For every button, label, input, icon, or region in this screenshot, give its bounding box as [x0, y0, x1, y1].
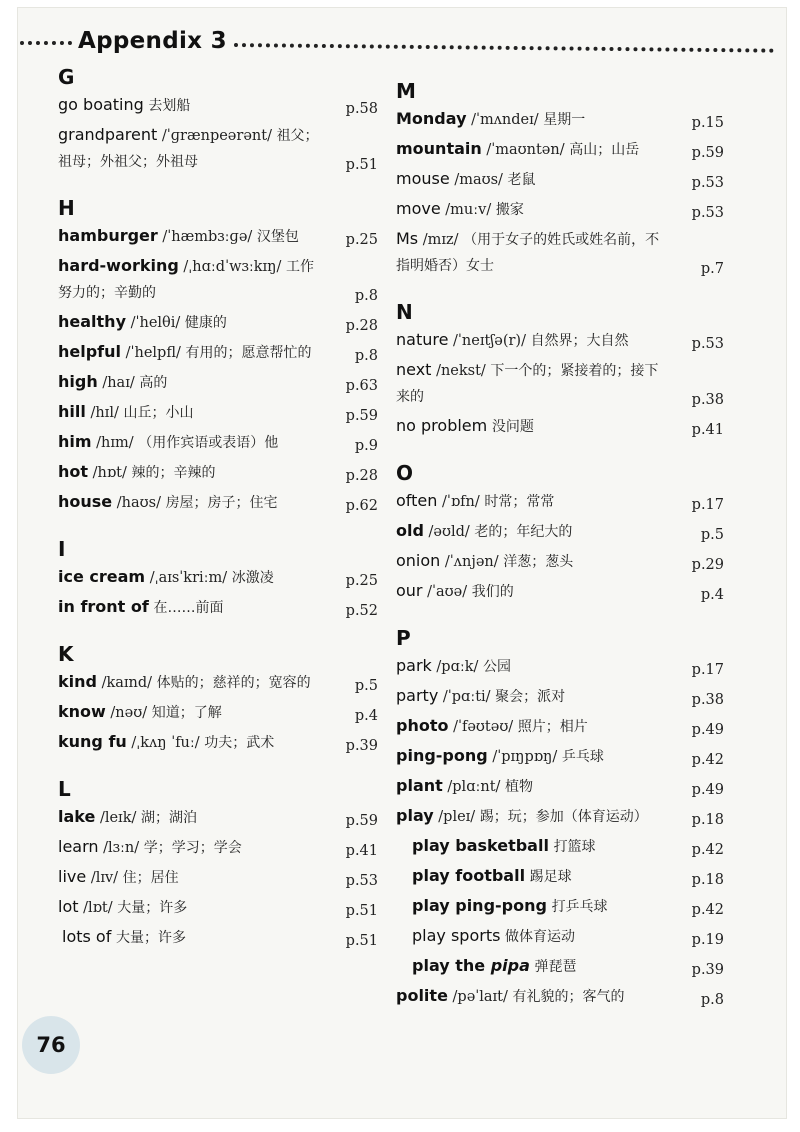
- entry-phonetic: /ˈneɪtʃə(r)/: [453, 333, 526, 349]
- glossary-entry: [396, 713, 726, 740]
- entry-word: onion: [396, 551, 441, 570]
- glossary-entry: [396, 953, 726, 980]
- entry-word: kung fu: [58, 732, 127, 751]
- entry-meaning: 乒乓球: [561, 749, 604, 765]
- entry-word: lots of: [62, 927, 112, 946]
- entry-phonetic: /haʊs/: [116, 495, 161, 511]
- entry-phonetic: /ˈhelpfl/: [125, 345, 181, 361]
- entry-meaning: 功夫；武术: [204, 735, 275, 751]
- entry-phonetic: /ˈʌnjən/: [444, 554, 499, 570]
- entry-word: ice cream: [58, 567, 146, 586]
- entry-page-ref: p.51: [345, 157, 378, 173]
- entry-text: [58, 429, 378, 456]
- entry-page-ref: p.39: [691, 962, 724, 978]
- appendix-header: [20, 28, 780, 58]
- entry-text: [396, 196, 726, 223]
- glossary-entry: [396, 578, 726, 605]
- entry-page-ref: p.8: [354, 348, 378, 364]
- entry-page-ref: p.7: [700, 261, 724, 277]
- letter-section: [396, 78, 726, 279]
- entry-phonetic: /ˌkʌŋ ˈfuː/: [131, 735, 200, 751]
- entry-text: [58, 223, 378, 250]
- entry-meaning: 工作努力的；辛勤的: [58, 259, 314, 301]
- entry-text: [396, 743, 726, 770]
- entry-meaning: 住；居住: [122, 870, 179, 886]
- entry-page-ref: p.53: [691, 175, 724, 191]
- entry-page-ref: p.42: [691, 752, 724, 768]
- entry-text: [396, 327, 726, 354]
- glossary-entry: [396, 518, 726, 545]
- entry-meaning: 照片；相片: [517, 719, 588, 735]
- entry-meaning: 自然界；大自然: [530, 333, 629, 349]
- entry-meaning: 我们的: [471, 584, 514, 600]
- entry-text: [58, 253, 378, 306]
- entry-phonetic: /ˈpɑːti/: [442, 689, 491, 705]
- glossary-entry: [396, 743, 726, 770]
- entry-phonetic: /haɪ/: [102, 375, 135, 391]
- letter-section: [58, 641, 378, 756]
- entry-word: lake: [58, 807, 96, 826]
- entry-meaning: 踢；玩；参加（体育运动）: [479, 809, 648, 825]
- glossary-entry: [58, 369, 378, 396]
- entry-phonetic: /ˈhæmbɜːɡə/: [162, 229, 253, 245]
- entry-meaning: 大量；许多: [117, 900, 188, 916]
- glossary-entry: [58, 669, 378, 696]
- section-letter: N: [396, 300, 413, 324]
- entry-word: party: [396, 686, 439, 705]
- entry-page-ref: p.42: [691, 902, 724, 918]
- section-letter: L: [58, 777, 71, 801]
- entry-word: photo: [396, 716, 449, 735]
- entry-word: Ms: [396, 229, 419, 248]
- entry-text: [396, 166, 726, 193]
- entry-phonetic: /muːv/: [445, 202, 492, 218]
- entry-word: our: [396, 581, 423, 600]
- entry-meaning: 祖父；祖母；外祖父；外祖母: [58, 128, 319, 170]
- entry-page-ref: p.53: [345, 873, 378, 889]
- entry-text: [396, 226, 726, 279]
- glossary-entry: [396, 923, 726, 950]
- entry-meaning: 体贴的；慈祥的；宽容的: [156, 675, 311, 691]
- glossary-entry: [396, 773, 726, 800]
- entry-phonetic: /ˈmʌndeɪ/: [471, 112, 539, 128]
- glossary-entry: [58, 122, 378, 175]
- page-number: 76: [22, 1016, 80, 1074]
- entry-text: [396, 548, 726, 575]
- entry-text: [58, 339, 378, 366]
- entry-text: [58, 864, 378, 891]
- entry-text: [58, 594, 378, 621]
- entry-word: lot: [58, 897, 79, 916]
- glossary-entry: [58, 253, 378, 306]
- entry-page-ref: p.52: [345, 603, 378, 619]
- glossary-entry: [396, 863, 726, 890]
- entry-page-ref: p.8: [700, 992, 724, 1008]
- entry-text: [396, 683, 726, 710]
- entry-page-ref: p.4: [700, 587, 724, 603]
- entry-page-ref: p.38: [691, 692, 724, 708]
- entry-page-ref: p.51: [345, 903, 378, 919]
- glossary-entry: [58, 339, 378, 366]
- entry-phonetic: /əʊld/: [428, 524, 470, 540]
- entry-word: Monday: [396, 109, 467, 128]
- glossary-entry: [58, 594, 378, 621]
- entry-meaning: （用作宾语或表语）他: [138, 435, 279, 451]
- entry-text: [58, 92, 378, 119]
- entry-meaning: 弹琵琶: [534, 959, 577, 975]
- entry-page-ref: p.5: [354, 678, 378, 694]
- entry-text: [58, 309, 378, 336]
- entry-phonetic: /nekst/: [436, 363, 486, 379]
- entry-text: [396, 106, 726, 133]
- entry-page-ref: p.15: [691, 115, 724, 131]
- glossary-entry: [396, 226, 726, 279]
- entry-meaning: 辣的；辛辣的: [131, 465, 216, 481]
- entry-phonetic: /lɪv/: [90, 870, 119, 886]
- entry-word: healthy: [58, 312, 126, 331]
- glossary-entry: [58, 564, 378, 591]
- entry-page-ref: p.19: [691, 932, 724, 948]
- entry-word: kind: [58, 672, 97, 691]
- entry-text: [58, 669, 378, 696]
- glossary-entry: [58, 92, 378, 119]
- entry-word: hard-working: [58, 256, 179, 275]
- entry-word: next: [396, 360, 432, 379]
- entry-page-ref: p.41: [691, 422, 724, 438]
- entry-text: [58, 699, 378, 726]
- entry-meaning: 高山；山岳: [569, 142, 640, 158]
- glossary-entry: [396, 357, 726, 410]
- entry-page-ref: p.59: [345, 408, 378, 424]
- entry-page-ref: p.8: [354, 288, 378, 304]
- entry-word: mouse: [396, 169, 450, 188]
- entry-page-ref: p.9: [354, 438, 378, 454]
- entry-meaning: 在……前面: [153, 600, 224, 616]
- entry-meaning: 植物: [505, 779, 534, 795]
- entry-word: old: [396, 521, 424, 540]
- section-letter: M: [396, 79, 416, 103]
- entry-phonetic: /ˈɒfn/: [442, 494, 480, 510]
- entry-phonetic: /plɑːnt/: [447, 779, 501, 795]
- entry-page-ref: p.18: [691, 872, 724, 888]
- entry-phonetic: /ˌhɑːdˈwɜːkɪŋ/: [183, 259, 282, 275]
- entry-phonetic: /hɪl/: [90, 405, 119, 421]
- entry-text: [58, 804, 378, 831]
- entry-meaning: 没问题: [491, 419, 534, 435]
- entry-phonetic: /ˈhelθi/: [130, 315, 181, 331]
- entry-page-ref: p.17: [691, 662, 724, 678]
- entry-word: live: [58, 867, 87, 886]
- entry-meaning: 打篮球: [553, 839, 596, 855]
- glossary-entry: [396, 803, 726, 830]
- glossary-entry: [396, 327, 726, 354]
- entry-page-ref: p.41: [345, 843, 378, 859]
- entry-text: [396, 488, 726, 515]
- glossary-entry: [58, 729, 378, 756]
- header-dotted-rule-left: [20, 41, 72, 45]
- section-letter: O: [396, 461, 414, 485]
- section-letter: P: [396, 626, 411, 650]
- entry-word: high: [58, 372, 98, 391]
- entry-text: [396, 773, 726, 800]
- letter-section: [396, 625, 726, 1010]
- entry-text: [396, 357, 726, 410]
- entry-meaning: 老的；年纪大的: [474, 524, 573, 540]
- entry-phonetic: /leɪk/: [99, 810, 137, 826]
- entry-word: play the pipa: [412, 956, 530, 975]
- letter-section: [396, 299, 726, 440]
- entry-meaning: （用于女子的姓氏或姓名前，不指明婚否）女士: [396, 232, 660, 274]
- left-column: [58, 64, 378, 971]
- entry-text: [396, 713, 726, 740]
- entry-word: house: [58, 492, 113, 511]
- entry-meaning: 时常；常常: [484, 494, 555, 510]
- letter-section: [58, 536, 378, 621]
- entry-word: play: [396, 806, 434, 825]
- entry-page-ref: p.51: [345, 933, 378, 949]
- entry-phonetic: /maʊs/: [454, 172, 503, 188]
- letter-section: [396, 460, 726, 605]
- glossary-entry: [396, 983, 726, 1010]
- entry-word: learn: [58, 837, 99, 856]
- glossary-entry: [396, 683, 726, 710]
- glossary-entry: [396, 488, 726, 515]
- entry-phonetic: /pəˈlaɪt/: [452, 989, 508, 1005]
- entry-meaning: 洋葱；葱头: [503, 554, 574, 570]
- section-letter: H: [58, 196, 75, 220]
- entry-text: [396, 518, 726, 545]
- entry-meaning: 做体育运动: [505, 929, 576, 945]
- glossary-entry: [396, 833, 726, 860]
- entry-text: [396, 578, 726, 605]
- entry-page-ref: p.17: [691, 497, 724, 513]
- entry-text: [396, 653, 726, 680]
- entry-page-ref: p.58: [345, 101, 378, 117]
- entry-text: [58, 729, 378, 756]
- entry-word: park: [396, 656, 432, 675]
- entry-meaning: 老鼠: [507, 172, 536, 188]
- entry-word: hot: [58, 462, 89, 481]
- entry-text: [58, 122, 378, 175]
- glossary-entry: [396, 166, 726, 193]
- header-dotted-rule-right: [234, 43, 774, 53]
- entry-page-ref: p.5: [700, 527, 724, 543]
- entry-text: [58, 489, 378, 516]
- entry-phonetic: /lɒt/: [83, 900, 113, 916]
- entry-meaning: 公园: [483, 659, 512, 675]
- entry-word: no problem: [396, 416, 488, 435]
- entry-page-ref: p.39: [345, 738, 378, 754]
- entry-word: play football: [412, 866, 526, 885]
- entry-page-ref: p.63: [345, 378, 378, 394]
- entry-page-ref: p.62: [345, 498, 378, 514]
- entry-text: [396, 953, 726, 980]
- entry-word: hamburger: [58, 226, 158, 245]
- entry-page-ref: p.25: [345, 573, 378, 589]
- section-letter: K: [58, 642, 74, 666]
- entry-meaning: 聚会；派对: [495, 689, 566, 705]
- right-column: [396, 78, 726, 1030]
- glossary-entry: [58, 804, 378, 831]
- entry-text: [396, 413, 726, 440]
- entry-word: know: [58, 702, 106, 721]
- entry-meaning: 山丘；小山: [123, 405, 194, 421]
- glossary-entry: [396, 106, 726, 133]
- glossary-entry: [58, 924, 378, 951]
- entry-meaning: 学；学习；学会: [143, 840, 242, 856]
- entry-text: [58, 369, 378, 396]
- entry-word: play basketball: [412, 836, 549, 855]
- glossary-entry: [58, 834, 378, 861]
- appendix-title: Appendix 3: [78, 28, 227, 54]
- entry-text: [396, 983, 726, 1010]
- entry-page-ref: p.29: [691, 557, 724, 573]
- entry-word: play ping-pong: [412, 896, 547, 915]
- glossary-entry: [58, 864, 378, 891]
- entry-meaning: 下一个的；紧接着的；接下来的: [396, 363, 659, 405]
- entry-meaning: 冰激凌: [231, 570, 274, 586]
- entry-phonetic: /nəʊ/: [110, 705, 148, 721]
- section-letter: G: [58, 65, 75, 89]
- entry-phonetic: /ˈfəʊtəʊ/: [453, 719, 514, 735]
- section-letter: I: [58, 537, 66, 561]
- entry-text: [396, 136, 726, 163]
- glossary-entry: [396, 136, 726, 163]
- glossary-entry: [396, 653, 726, 680]
- entry-word: polite: [396, 986, 448, 1005]
- entry-word: play sports: [412, 926, 501, 945]
- glossary-entry: [396, 548, 726, 575]
- entry-page-ref: p.53: [691, 205, 724, 221]
- entry-word: grandparent: [58, 125, 158, 144]
- entry-word: mountain: [396, 139, 482, 158]
- entry-page-ref: p.42: [691, 842, 724, 858]
- glossary-entry: [58, 489, 378, 516]
- glossary-entry: [396, 893, 726, 920]
- entry-text: [58, 924, 378, 951]
- entry-phonetic: /hɒt/: [92, 465, 127, 481]
- entry-text: [396, 893, 726, 920]
- entry-text: [396, 923, 726, 950]
- entry-meaning: 打乒乓球: [551, 899, 608, 915]
- entry-word: go boating: [58, 95, 144, 114]
- entry-text: [396, 803, 726, 830]
- glossary-entry: [396, 413, 726, 440]
- entry-page-ref: p.59: [691, 145, 724, 161]
- letter-section: [58, 64, 378, 175]
- entry-meaning: 湖；湖泊: [140, 810, 197, 826]
- glossary-entry: [58, 699, 378, 726]
- entry-meaning: 房屋；房子；住宅: [165, 495, 278, 511]
- entry-word: helpful: [58, 342, 122, 361]
- entry-meaning: 高的: [139, 375, 168, 391]
- entry-word: in front of: [58, 597, 149, 616]
- entry-page-ref: p.4: [354, 708, 378, 724]
- entry-text: [58, 834, 378, 861]
- entry-page-ref: p.59: [345, 813, 378, 829]
- entry-phonetic: /mɪz/: [422, 232, 459, 248]
- entry-word: hill: [58, 402, 86, 421]
- entry-phonetic: /kaɪnd/: [101, 675, 153, 691]
- entry-phonetic: /ˈmaʊntən/: [486, 142, 565, 158]
- letter-section: [58, 195, 378, 516]
- entry-phonetic: /ˈɡrænpeərənt/: [161, 128, 272, 144]
- entry-phonetic: /ˈaʊə/: [427, 584, 468, 600]
- entry-phonetic: /pɑːk/: [436, 659, 479, 675]
- entry-phonetic: /ˌaɪsˈkriːm/: [149, 570, 228, 586]
- entry-word: move: [396, 199, 441, 218]
- entry-page-ref: p.49: [691, 782, 724, 798]
- entry-word: often: [396, 491, 438, 510]
- entry-phonetic: /hɪm/: [96, 435, 134, 451]
- entry-meaning: 搬家: [495, 202, 524, 218]
- entry-text: [396, 833, 726, 860]
- glossary-entry: [58, 894, 378, 921]
- glossary-entry: [58, 223, 378, 250]
- entry-page-ref: p.53: [691, 336, 724, 352]
- entry-text: [58, 894, 378, 921]
- entry-meaning: 踢足球: [529, 869, 572, 885]
- entry-meaning: 知道；了解: [151, 705, 222, 721]
- entry-phonetic: /pleɪ/: [438, 809, 476, 825]
- entry-phonetic: /ˈpɪŋpɒŋ/: [492, 749, 558, 765]
- entry-word: him: [58, 432, 92, 451]
- letter-section: [58, 776, 378, 951]
- entry-text: [58, 399, 378, 426]
- glossary-entry: [58, 459, 378, 486]
- entry-word: plant: [396, 776, 443, 795]
- glossary-entry: [58, 309, 378, 336]
- entry-meaning: 有用的；愿意帮忙的: [185, 345, 312, 361]
- entry-text: [396, 863, 726, 890]
- entry-meaning: 去划船: [148, 98, 191, 114]
- entry-phonetic: /lɜːn/: [103, 840, 140, 856]
- entry-page-ref: p.38: [691, 392, 724, 408]
- glossary-entry: [396, 196, 726, 223]
- entry-page-ref: p.49: [691, 722, 724, 738]
- entry-meaning: 有礼貌的；客气的: [512, 989, 625, 1005]
- glossary-entry: [58, 429, 378, 456]
- entry-page-ref: p.18: [691, 812, 724, 828]
- entry-page-ref: p.25: [345, 232, 378, 248]
- entry-text: [58, 459, 378, 486]
- entry-meaning: 星期一: [543, 112, 586, 128]
- entry-meaning: 汉堡包: [256, 229, 299, 245]
- entry-meaning: 健康的: [184, 315, 227, 331]
- entry-word: nature: [396, 330, 449, 349]
- glossary-entry: [58, 399, 378, 426]
- entry-page-ref: p.28: [345, 318, 378, 334]
- entry-text: [58, 564, 378, 591]
- entry-word: ping-pong: [396, 746, 488, 765]
- entry-meaning: 大量；许多: [115, 930, 186, 946]
- entry-page-ref: p.28: [345, 468, 378, 484]
